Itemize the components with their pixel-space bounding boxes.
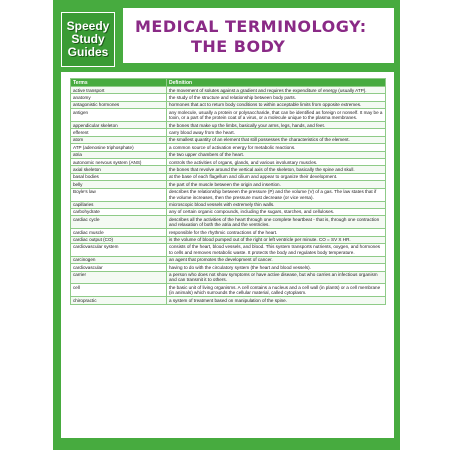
term-cell: basal bodies [71, 173, 167, 180]
definition-cell: a system of treatment based on manipulation of the spine. [167, 297, 386, 304]
definition-cell: is the volume of blood pumped out of the right or left ventricle per minute. CO = SV X HR. [167, 236, 386, 243]
logo-line: Study [71, 32, 105, 46]
terms-table [70, 78, 386, 305]
logo-line: Guides [67, 45, 109, 59]
definition-cell: at the base of each flagellum and cilium and appear to organize their development. [167, 173, 386, 180]
definition-cell: the part of the muscle between the origin and insertion. [167, 181, 386, 188]
definition-cell: describes all the activities of the heart through one complete heartbeat - that is, through one contraction and relaxation of both the atria and the ventricles. [167, 216, 386, 229]
table-row [71, 159, 386, 166]
term-cell: appendicular skeleton [71, 122, 167, 129]
term-cell: belly [71, 181, 167, 188]
table-row [71, 271, 386, 284]
definition-cell: describes the relationship between the pressure (P) and the volume (V) of a gas. The law states that if the volume increases, then the pressure must decrease (or vice versa). [167, 188, 386, 201]
term-cell: carbohydrate [71, 208, 167, 215]
table-row [71, 284, 386, 297]
term-cell: carrier [71, 271, 167, 284]
table-row [71, 136, 386, 143]
table-row [71, 297, 386, 304]
definition-cell: a person who does not show symptoms or have active disease, but who carries an infectious organism and can transmit it to others. [167, 271, 386, 284]
table-row [71, 87, 386, 94]
table-row [71, 208, 386, 215]
term-cell: chiropractic [71, 297, 167, 304]
definition-cell: any of certain organic compounds, including the sugars, starches, and celluloses. [167, 208, 386, 215]
term-cell: ATP (adenosine triphosphate) [71, 144, 167, 151]
definition-cell: controls the activities of organs, glands, and various involuntary muscles. [167, 159, 386, 166]
table-row [71, 151, 386, 158]
term-cell: atria [71, 151, 167, 158]
table-row [71, 94, 386, 101]
table-row [71, 144, 386, 151]
table-row [71, 264, 386, 271]
term-cell: cardiac cycle [71, 216, 167, 229]
table-row [71, 188, 386, 201]
definition-cell: the bones that revolve around the vertical axis of the skeleton, basically the spine and skull. [167, 166, 386, 173]
table-row [71, 122, 386, 129]
title-line-2: THE BODY [191, 37, 286, 56]
content-panel [61, 72, 394, 438]
table-row [71, 101, 386, 108]
definition-cell: microscopic blood vessels with extremely thin walls. [167, 201, 386, 208]
speedy-study-guides-logo [61, 12, 115, 67]
term-cell: active transport [71, 87, 167, 94]
term-cell: cardiovascular [71, 264, 167, 271]
table-row [71, 109, 386, 122]
table-row [71, 236, 386, 243]
term-cell: cardiac output (CO) [71, 236, 167, 243]
title-line-1: MEDICAL TERMINOLOGY: [135, 17, 367, 36]
definition-cell: the smallest quantity of an element that still possesses the characteristics of the element. [167, 136, 386, 143]
definition-cell: carry blood away from the heart. [167, 129, 386, 136]
term-cell: cardiovascular system [71, 243, 167, 256]
term-cell: antagonistic hormones [71, 101, 167, 108]
definition-cell: the study of the structure and relationship between body parts. [167, 94, 386, 101]
table-row [71, 173, 386, 180]
table-row [71, 129, 386, 136]
definition-cell: a common source of activation energy for metabolic reactions. [167, 144, 386, 151]
table-row [71, 229, 386, 236]
table-row [71, 201, 386, 208]
term-cell: cell [71, 284, 167, 297]
table-row [71, 181, 386, 188]
table-header-row [71, 79, 386, 87]
definition-cell: the basic unit of living organisms. A cell contains a nucleus and a cell wall (in plants) or a cell membrane (in animals) which surrounds the cellular material, called cytoplasm. [167, 284, 386, 297]
logo-line: Speedy [66, 19, 110, 33]
table-row [71, 166, 386, 173]
definition-cell: consists of the heart, blood vessels, and blood. This system transports nutrients, oxygen, and hormones to cells and removes metabolic waste. It protects the body and regulates body temperature. [167, 243, 386, 256]
term-cell: axial skeleton [71, 166, 167, 173]
term-cell: Boyle's law [71, 188, 167, 201]
term-cell: efferent [71, 129, 167, 136]
term-cell: autonomic nervous system (ANS) [71, 159, 167, 166]
definition-cell: the movement of solutes against a gradient and requires the expenditure of energy (usually ATP). [167, 87, 386, 94]
definition-cell: hormones that act to return body conditions to within acceptable limits from opposite extremes. [167, 101, 386, 108]
table-body [71, 87, 386, 305]
header-terms: Terms [71, 79, 167, 87]
table-row [71, 243, 386, 256]
term-cell: anatomy [71, 94, 167, 101]
term-cell: antigen [71, 109, 167, 122]
table-row [71, 216, 386, 229]
term-cell: capillaries [71, 201, 167, 208]
header-definition: Definition [167, 79, 386, 87]
definition-cell: the two upper chambers of the heart. [167, 151, 386, 158]
term-cell: carcinogen [71, 256, 167, 263]
definition-cell: having to do with the circulatory system (the heart and blood vessels). [167, 264, 386, 271]
table-row [71, 256, 386, 263]
definition-cell: any molecule, usually a protein or polysaccharide, that can be identified as foreign or nonself. It may be a toxin, or a part of the protein coat of a virus, or a molecule unique to the plasma membranes. [167, 109, 386, 122]
book-cover [53, 0, 400, 450]
definition-cell: the bones that make up the limbs, basically your arms, legs, hands, and feet. [167, 122, 386, 129]
term-cell: atom [71, 136, 167, 143]
definition-cell: an agent that promotes the development of cancer. [167, 256, 386, 263]
definition-cell: responsible for the rhythmic contractions of the heart. [167, 229, 386, 236]
term-cell: cardiac muscle [71, 229, 167, 236]
title-box [123, 8, 394, 63]
